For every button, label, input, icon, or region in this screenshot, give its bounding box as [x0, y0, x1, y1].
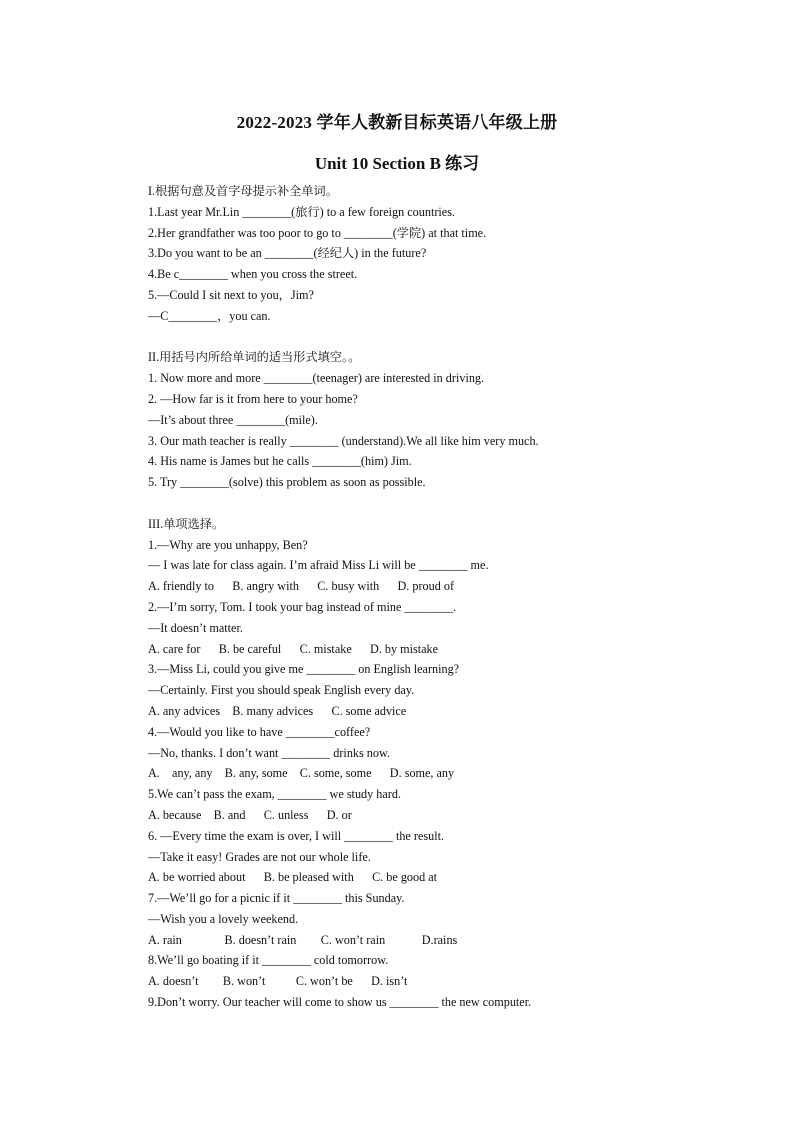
worksheet-title: 2022-2023 学年人教新目标英语八年级上册 — [236, 113, 558, 132]
section-3-line: A. doesn’t B. won’t C. won’t be D. isn’t — [148, 974, 408, 989]
section-spacer — [148, 327, 768, 348]
section-3-line: A. rain B. doesn’t rain C. won’t rain D.rains — [148, 932, 458, 947]
section-1-heading: I.根据句意及首字母提示补全单词。 — [148, 184, 338, 198]
section-2-line: 3. Our math teacher is really ________ (understand).We all like him very much. — [148, 433, 539, 448]
section-3-line: A. care for B. be careful C. mistake D. by mistake — [148, 641, 439, 656]
section-3-heading: III.单项选择。 — [148, 516, 225, 531]
section-2-line: 4. His name is James but he calls ________(him) Jim. — [148, 454, 412, 469]
section-3-line: —No, thanks. I don’t want ________ drinks now. — [148, 745, 391, 760]
section-3-line: —Certainly. First you should speak English every day. — [148, 683, 415, 698]
section-2-line: 1. Now more and more ________(teenager) are interested in driving. — [148, 371, 485, 386]
section-2-heading: II.用括号内所给单词的适当形式填空。。 — [148, 350, 361, 365]
section-2-line: —It’s about three ________(mile). — [148, 412, 318, 427]
section-3-line: 8.We’ll go boating if it ________ cold tomorrow. — [148, 953, 389, 968]
section-1-line: 1.Last year Mr.Lin ________(旅行) to a few foreign countries. — [148, 204, 455, 219]
section-3-line: A. any, any B. any, some C. some, some D. some, any — [148, 766, 455, 781]
section-3-line: 2.—I’m sorry, Tom. I took your bag instead of mine ________. — [148, 599, 457, 614]
section-3-line: —Take it easy! Grades are not our whole life. — [148, 849, 371, 864]
section-3-line: A. friendly to B. angry with C. busy with D. proud of — [148, 579, 455, 594]
section-3-line: 5.We can’t pass the exam, ________ we study hard. — [148, 787, 401, 802]
section-1-line: 5.—Could I sit next to you，Jim? — [148, 287, 314, 302]
section-spacer — [148, 493, 768, 514]
section-3-line: A. any advices B. many advices C. some advice — [148, 703, 407, 718]
section-2-line: 5. Try ________(solve) this problem as soon as possible. — [148, 475, 426, 490]
section-1-line: 4.Be c________ when you cross the street. — [148, 267, 358, 282]
section-2-line: 2. —How far is it from here to your home? — [148, 391, 358, 406]
section-3-line: 9.Don’t worry. Our teacher will come to show us ________ the new computer. — [148, 995, 532, 1010]
section-3-line: 6. —Every time the exam is over, I will ________ the result. — [148, 828, 445, 843]
section-3-line: 7.—We’ll go for a picnic if it ________ this Sunday. — [148, 891, 405, 906]
section-3-line: A. because B. and C. unless D. or — [148, 807, 352, 822]
section-3-line: 1.—Why are you unhappy, Ben? — [148, 537, 308, 552]
worksheet-body — [148, 181, 768, 1013]
section-3-line: —It doesn’t matter. — [148, 620, 243, 635]
section-3-line: — I was late for class again. I’m afraid Miss Li will be ________ me. — [148, 558, 489, 573]
section-3-line: 4.—Would you like to have ________coffee? — [148, 724, 371, 739]
section-1-line: —C________，you can. — [148, 308, 271, 323]
section-3-line: A. be worried about B. be pleased with C. be good at — [148, 870, 438, 885]
section-3-line: 3.—Miss Li, could you give me ________ on English learning? — [148, 662, 460, 677]
section-3-line: —Wish you a lovely weekend. — [148, 911, 299, 926]
section-1-line: 2.Her grandfather was too poor to go to ________(学院) at that time. — [148, 225, 487, 240]
section-1-line: 3.Do you want to be an ________(经纪人) in the future? — [148, 246, 427, 261]
worksheet-subtitle: Unit 10 Section B 练习 — [314, 154, 480, 173]
